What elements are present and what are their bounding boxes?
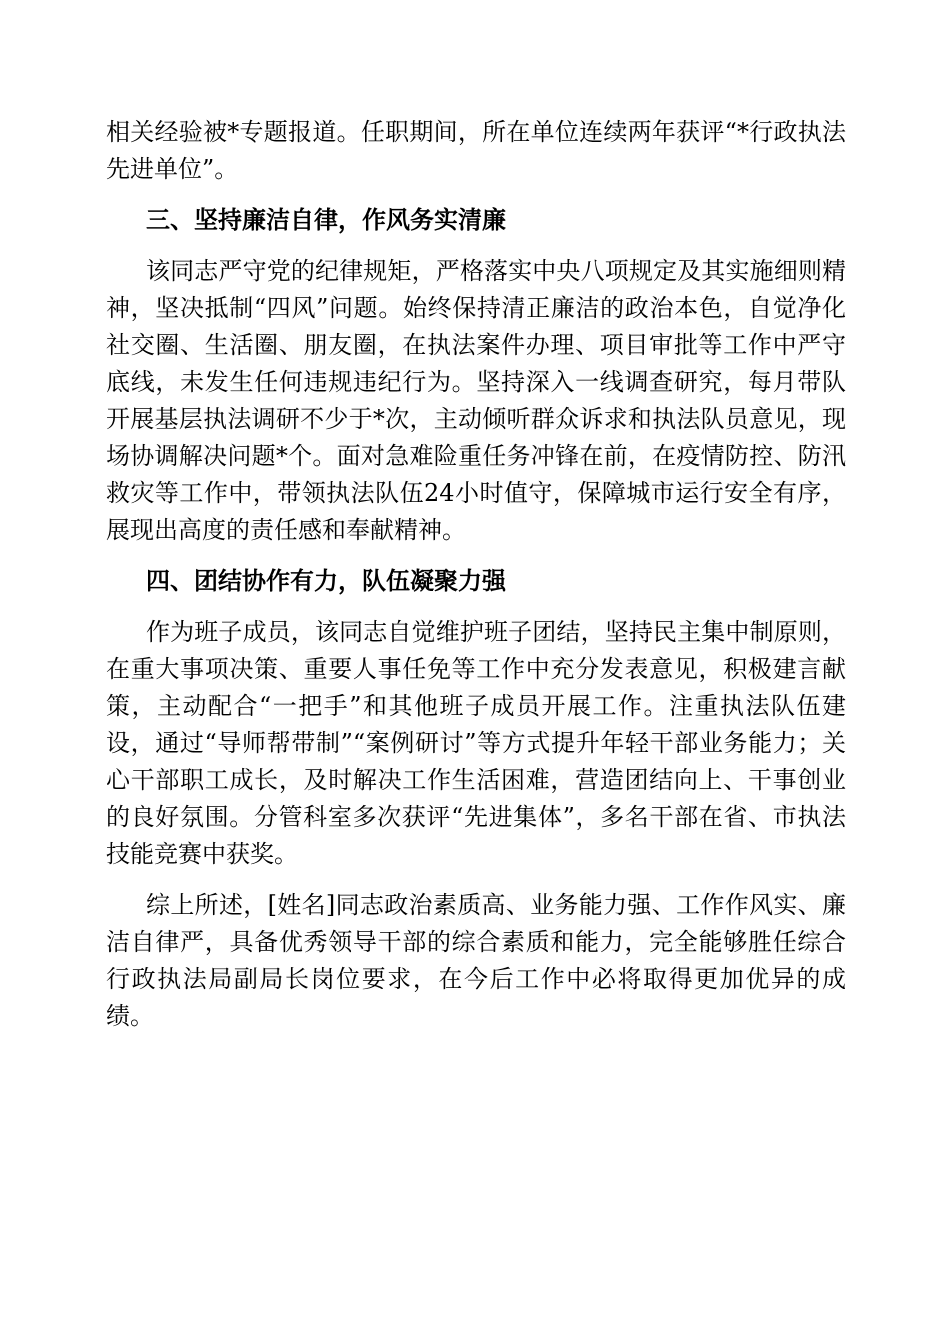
section-heading-3: 三、坚持廉洁自律，作风务实清廉 [146, 206, 506, 234]
continued-paragraph: 相关经验被*专题报道。任职期间，所在单位连续两年获评“*行政执法先进单位”。 [106, 118, 846, 183]
document-page [106, 114, 846, 1035]
conclusion-paragraph: 综上所述，[姓名]同志政治素质高、业务能力强、工作作风实、廉洁自律严，具备优秀领导干部的综合素质和能力，完全能够胜任综合行政执法局副局长岗位要求，在今后工作中必将取得更加优异的成绩。 [106, 891, 846, 1030]
section-body-3: 该同志严守党的纪律规矩，严格落实中央八项规定及其实施细则精神，坚决抵制“四风”问题。始终保持清正廉洁的政治本色，自觉净化社交圈、生活圈、朋友圈，在执法案件办理、项目审批等工作中严守底线，未发生任何违规违纪行为。坚持深入一线调查研究，每月带队开展基层执法调研不少于*次，主动倾听群众诉求和执法队员意见，现场协调解决问题*个。面对急难险重任务冲锋在前，在疫情防控、防汛救灾等工作中，带领执法队伍24小时值守，保障城市运行安全有序，展现出高度的责任感和奉献精神。 [106, 257, 846, 544]
section-heading-4: 四、团结协作有力，队伍凝聚力强 [146, 567, 506, 595]
section-body-4: 作为班子成员，该同志自觉维护班子团结，坚持民主集中制原则，在重大事项决策、重要人事任免等工作中充分发表意见，积极建言献策，主动配合“一把手”和其他班子成员开展工作。注重执法队伍建设，通过“导师帮带制”“案例研讨”等方式提升年轻干部业务能力；关心干部职工成长，及时解决工作生活困难，营造团结向上、干事创业的良好氛围。分管科室多次获评“先进集体”，多名干部在省、市执法技能竞赛中获奖。 [106, 618, 846, 868]
